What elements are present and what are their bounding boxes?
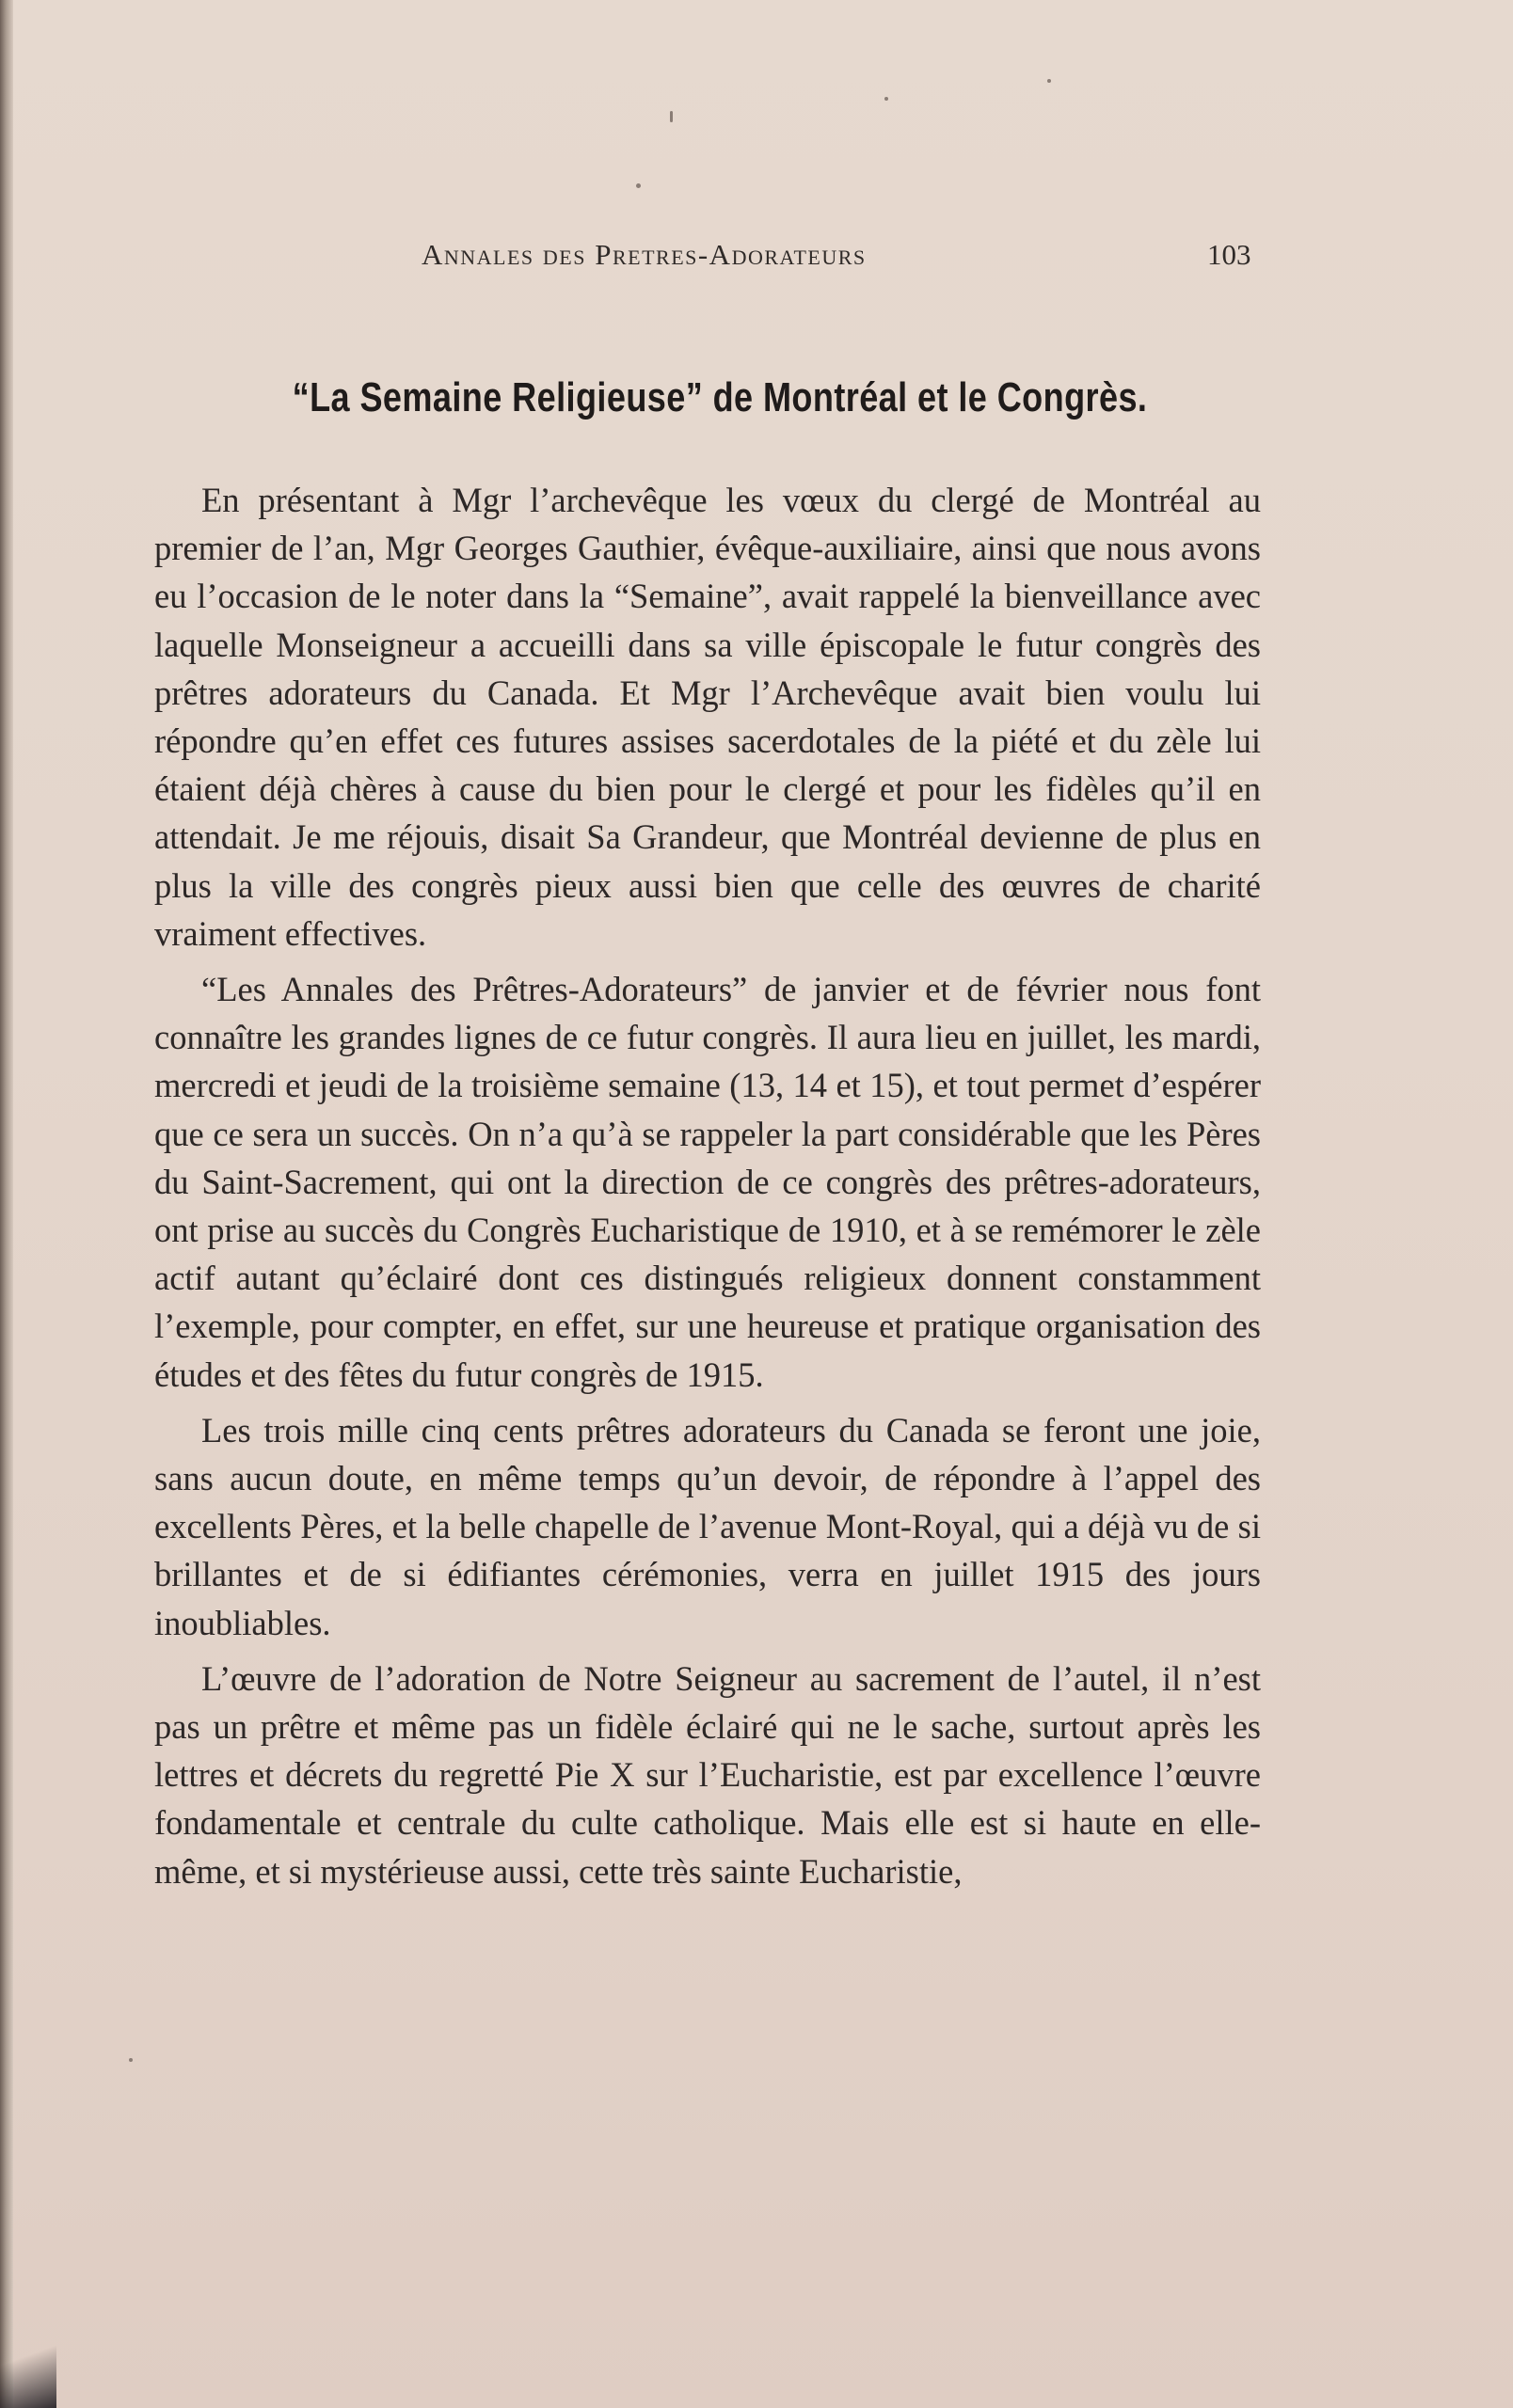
paragraph-2: “Les Annales des Prêtres-Adorateurs” de janvier et de février nous font connaître les grandes lignes de ce futur congrès. Il aura lieu en juillet, les mardi, mercredi et jeudi de la troisième semaine (13, 14 et 15), et tout permet d’espérer que ce sera un succès. On n’a qu’à se rappeler la part considérable que les Pères du Saint-Sacrement, qui ont la direction de ce congrès des prêtres-adorateurs, ont prise au succès du Congrès Eucharistique de 1910, et à se remémorer le zèle actif autant qu’éclairé dont ces distingués religieux donnent constamment l’exemple, pour compter, en effet, sur une heureuse et pratique organisation des études et des fêtes du futur congrès de 1915. [154, 970, 1261, 1394]
paragraph-1: En présentant à Mgr l’archevêque les vœux du clergé de Montréal au premier de l’an, Mgr Georges Gauthier, évêque-auxiliaire, ainsi que nous avons eu l’occasion de le noter dans la “Semaine”, avait rappelé la bienveillance avec laquelle Monseigneur a accueilli dans sa ville épiscopale le futur congrès des prêtres adorateurs du Canada. Et Mgr l’Archevêque avait bien voulu lui répondre qu’en effet ces futures assises sacerdotales de la piété et du zèle lui étaient déjà chères à cause du bien pour le clergé et pour les fidèles qu’il en attendait. Je me réjouis, disait Sa Grandeur, que Montréal devienne de plus en plus la ville des congrès pieux aussi bien que celle des œuvres de charité vraiment effectives. [154, 481, 1261, 953]
paper-speck [670, 111, 673, 122]
paper-speck [636, 183, 641, 188]
page-number: 103 [1207, 238, 1251, 271]
book-spine-shadow [0, 0, 13, 2408]
article-title: “La Semaine Religieuse” de Montréal et le Congrès. [292, 374, 1148, 420]
running-header [422, 238, 1268, 276]
paper-speck [884, 97, 888, 101]
paper-speck [1047, 79, 1051, 83]
page-corner-shadow [0, 2323, 56, 2408]
paragraph-4: L’œuvre de l’adoration de Notre Seigneur au sacrement de l’autel, il n’est pas un prêtre et même pas un fidèle éclairé qui ne le sache, surtout après les lettres et décrets du regretté Pie X sur l’Eucharistie, est par excellence l’œuvre fondamentale et centrale du culte catholique. Mais elle est si haute en elle-même, et si mystérieuse aussi, cette très sainte Eucharistie, [154, 1658, 1261, 1891]
paragraph-3: Les trois mille cinq cents prêtres adorateurs du Canada se feront une joie, sans aucun doute, en même temps qu’un devoir, de répondre à l’appel des excellents Pères, et la belle chapelle de l’avenue Mont-Royal, qui a déjà vu de si brillantes et de si édifiantes cérémonies, verra en juillet 1915 des jours inoubliables. [154, 1410, 1261, 1642]
article-body [154, 476, 1261, 1895]
running-title: Annales des Pretres-Adorateurs [422, 238, 867, 271]
paper-speck [129, 2058, 133, 2062]
